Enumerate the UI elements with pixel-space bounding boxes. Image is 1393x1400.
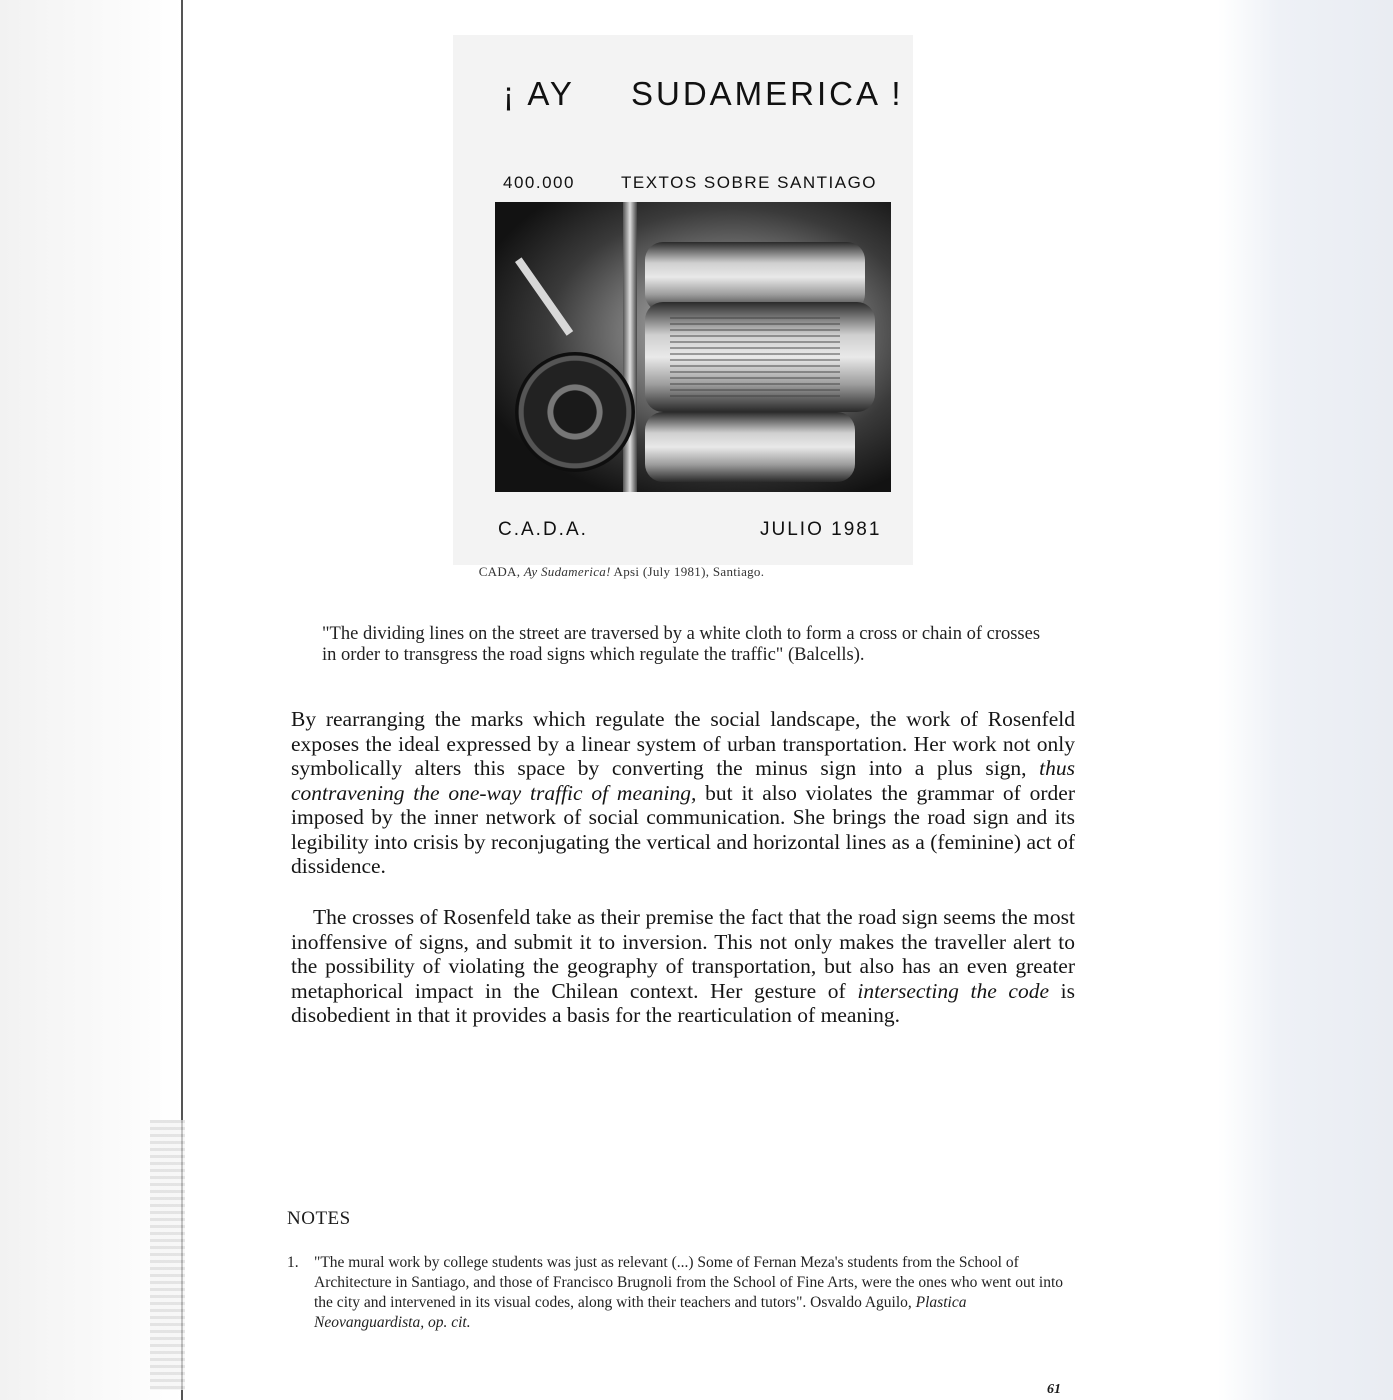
paragraph-text: but it also violates the grammar of order imposed by the inner network of social communication. She brings the road sign and its legibility into crisis by reconjugating the vertical and horizontal lines as a (feminine) act of dissidence. bbox=[291, 780, 1075, 878]
poster-count: 400.000 bbox=[503, 173, 575, 192]
body-paragraph bbox=[291, 905, 1075, 1028]
caption-suffix: Apsi (July 1981), Santiago. bbox=[610, 564, 765, 579]
paragraph-text: By rearranging the marks which regulate the social landscape, the work of Rosenfeld exposes the ideal expressed by a linear system of urban transportation. Her work not only symbolically alters this space by converting the minus sign into a plus sign, bbox=[291, 707, 1075, 780]
caption-prefix: CADA, bbox=[478, 564, 524, 579]
block-quote: "The dividing lines on the street are traversed by a white cloth to form a cross or chain of crosses in order to transgress the road signs which regulate the traffic" (Balcells). bbox=[322, 624, 1041, 665]
poster-title-left: ¡ AY bbox=[503, 75, 575, 112]
scan-shadow bbox=[1218, 0, 1393, 1400]
poster-figure bbox=[453, 35, 913, 565]
press-post bbox=[623, 202, 637, 492]
paragraph-text: is disobedient in that it provides a basis for the rearticulation of meaning. bbox=[291, 978, 1076, 1027]
paragraph-text: The crosses of Rosenfeld take as their premise the fact that the road sign seems the most inoffensive of signs, and submit it to inversion. This not only makes the traveller alert to the possibility of violating the geography of transportation, but also has an even greater metaphorical impact in the Chilean context. Her gesture of bbox=[291, 905, 1075, 1003]
note-number: 1. bbox=[287, 1254, 299, 1271]
paragraph-emphasis: thus contravening the one-way traffic of meaning, bbox=[291, 756, 1075, 805]
scan-speckle bbox=[150, 1120, 185, 1390]
poster-subtitle: TEXTOS SOBRE SANTIAGO bbox=[621, 173, 878, 192]
press-drum bbox=[645, 412, 855, 482]
poster-title-right: SUDAMERICA ! bbox=[631, 75, 904, 112]
notes-heading: NOTES bbox=[287, 1208, 351, 1229]
note-citation: Plastica Neovanguardista, op. cit. bbox=[314, 1294, 967, 1331]
page-number: 61 bbox=[1047, 1382, 1061, 1397]
caption-title: Ay Sudamerica! bbox=[523, 564, 611, 579]
paragraph-emphasis: intersecting the code bbox=[857, 978, 1050, 1003]
press-lever bbox=[515, 257, 573, 335]
printing-press-photo bbox=[495, 202, 891, 492]
body-paragraph bbox=[291, 707, 1075, 879]
poster-footer-right: JULIO 1981 bbox=[760, 519, 882, 540]
note-text: "The mural work by college students was just as relevant (...) Some of Fernan Meza's students from the School of Architecture in Santiago, and those of Francisco Brugnoli from the School of Fine Arts, were the ones who went out into the city and intervened in its visual codes, along with their teachers and tutors". Osvaldo Aguilo, bbox=[314, 1254, 1064, 1311]
printed-sheet bbox=[670, 317, 840, 397]
poster-footer-left: C.A.D.A. bbox=[498, 519, 588, 540]
note-item bbox=[287, 1253, 1071, 1333]
figure-caption bbox=[0, 564, 1393, 580]
press-gear bbox=[515, 352, 635, 472]
